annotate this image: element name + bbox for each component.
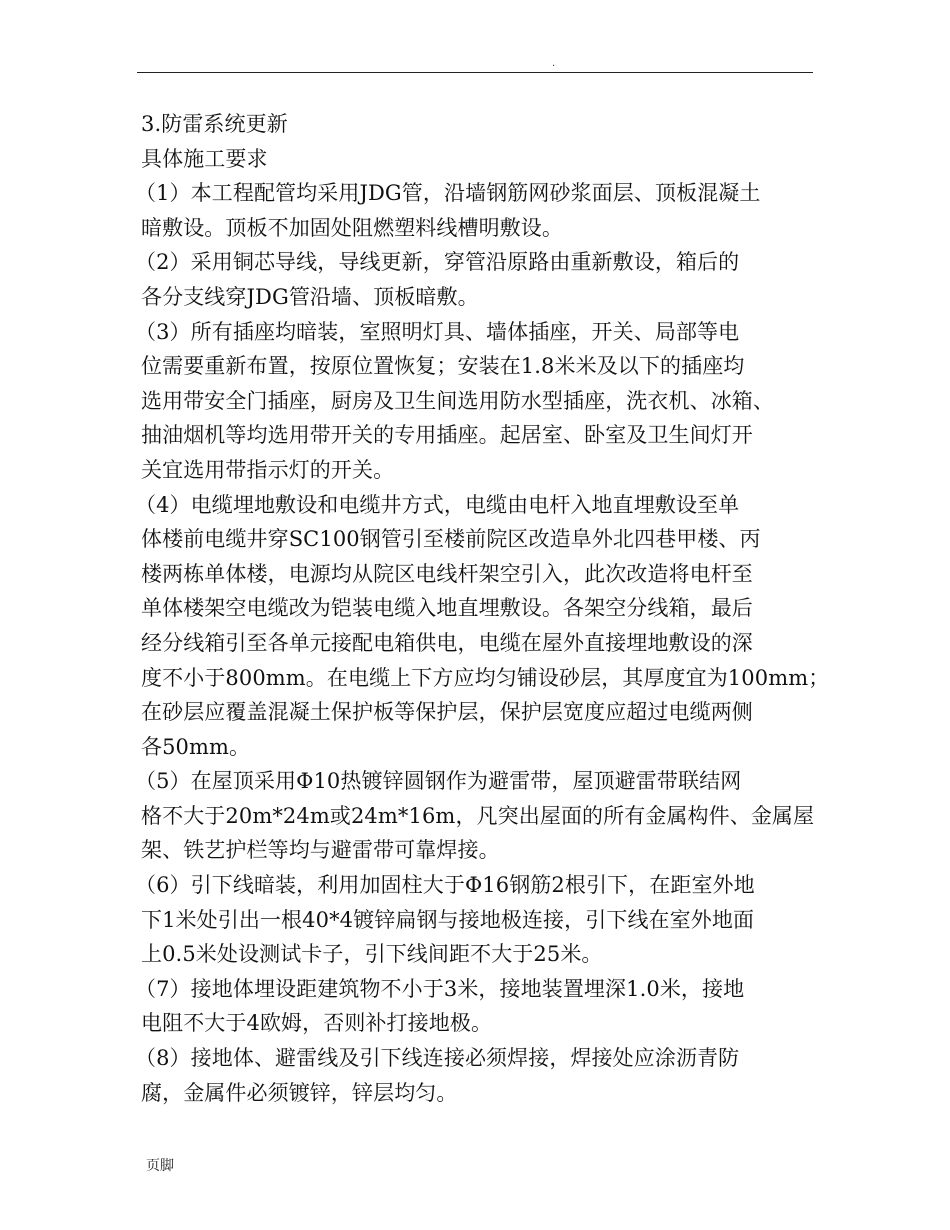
paragraph-line: 格不大于20m*24m或24m*16m，凡突出屋面的所有金属构件、金属屋	[141, 803, 815, 828]
paragraph-line: 各分支线穿JDG管沿墙、顶板暗敷。	[141, 284, 479, 309]
paragraph-line: （1）本工程配管均采用JDG管，沿墙钢筋网砂浆面层、顶板混凝土	[135, 181, 761, 206]
requirement-item-2	[135, 245, 813, 314]
paragraph-line: （8）接地体、避雷线及引下线连接必须焊接，焊接处应涂沥青防	[135, 1046, 740, 1071]
paragraph-line: （6）引下线暗装，利用加固柱大于Φ16钢筋2根引下，在距室外地	[135, 873, 755, 898]
header-rule	[137, 72, 813, 73]
requirement-item-6	[135, 868, 813, 972]
requirement-item-8	[135, 1041, 813, 1110]
requirement-item-3	[135, 315, 813, 488]
paragraph-line: （4）电缆埋地敷设和电缆井方式，电缆由电杆入地直埋敷设至单	[135, 492, 740, 517]
requirement-item-5	[135, 764, 815, 868]
document-body	[135, 107, 830, 1110]
paragraph-line: 选用带安全门插座，厨房及卫生间选用防水型插座，洗衣机、冰箱、	[141, 388, 774, 413]
paragraph-line: （2）采用铜芯导线，导线更新，穿管沿原路由重新敷设，箱后的	[135, 250, 740, 275]
paragraph-line: 位需要重新布置，按原位置恢复；安装在1.8米米及以下的插座均	[141, 354, 745, 379]
paragraph-line: 度不小于800mm。在电缆上下方应均匀铺设砂层，其厚度宜为100mm；	[141, 665, 830, 690]
paragraph-line: 暗敷设。顶板不加固处阻燃塑料线槽明敷设。	[141, 215, 563, 240]
page-footer: 页脚	[146, 1158, 174, 1174]
paragraph-line: 下1米处引出一根40*4镀锌扁钢与接地极连接，引下线在室外地面	[141, 907, 755, 932]
section-heading: 3.防雷系统更新	[141, 112, 288, 136]
paragraph-line: （3）所有插座均暗装，室照明灯具、墙体插座，开关、局部等电	[135, 319, 740, 344]
paragraph-line: 腐，金属件必须镀锌，锌层均匀。	[141, 1080, 458, 1105]
section-subheading: 具体施工要求	[141, 146, 268, 171]
paragraph-line: 上0.5米处设测试卡子，引下线间距不大于25米。	[141, 942, 603, 967]
paragraph-line: 楼两栋单体楼，电源均从院区电线杆架空引入，此次改造将电杆至	[141, 561, 753, 586]
paragraph-line: 架、铁艺护栏等均与避雷带可靠焊接。	[141, 838, 500, 863]
paragraph-line: 关宜选用带指示灯的开关。	[141, 457, 395, 482]
paragraph-line: 体楼前电缆井穿SC100钢管引至楼前院区改造阜外北四巷甲楼、丙	[141, 527, 761, 552]
paragraph-line: 经分线箱引至各单元接配电箱供电，电缆在屋外直接埋地敷设的深	[141, 630, 753, 655]
requirement-item-4	[135, 488, 830, 765]
paragraph-line: （5）在屋顶采用Φ10热镀锌圆钢作为避雷带，屋顶避雷带联结网	[135, 769, 742, 794]
requirement-item-7	[135, 972, 813, 1041]
paragraph-line: 电阻不大于4欧姆，否则补打接地极。	[141, 1011, 493, 1036]
requirement-item-1	[135, 176, 813, 245]
paragraph-line: 在砂层应覆盖混凝土保护板等保护层，保护层宽度应超过电缆两侧	[141, 700, 753, 725]
paragraph-line: 单体楼架空电缆改为铠装电缆入地直埋敷设。各架空分线箱，最后	[141, 596, 753, 621]
paragraph-line: （7）接地体埋设距建筑物不小于3米，接地装置埋深1.0米，接地	[135, 976, 745, 1001]
paragraph-line: 各50mm。	[141, 734, 251, 759]
paragraph-line: 抽油烟机等均选用带开关的专用插座。起居室、卧室及卫生间灯开	[141, 423, 753, 448]
header-mark: .	[552, 58, 556, 69]
